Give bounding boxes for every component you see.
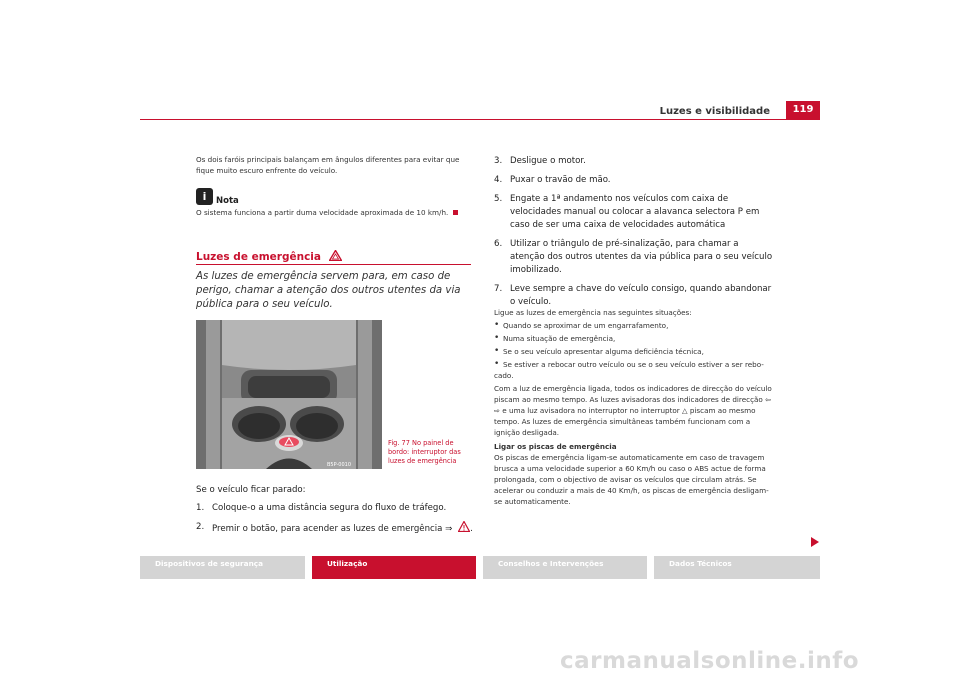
- footer-tab-utilizacao[interactable]: Utilização: [312, 556, 476, 579]
- step-item: 4. Puxar o travão de mão.: [494, 175, 611, 185]
- step-item: 5. Engate a 1ª andamento nos veículos com caixa de velocidades manual ou colocar a alavanca selectora P em caso de ser uma caixa de velocidades automática: [494, 194, 760, 230]
- step-item: 1. Coloque-o a uma distância segura do fluxo de tráfego.: [196, 503, 447, 513]
- bullet-continuation: cado.: [494, 371, 514, 380]
- figure-code: B5P-0010: [326, 462, 351, 468]
- situations-block: [494, 307, 776, 507]
- situations-intro: Ligue as luzes de emergência nas seguintes situações:: [494, 308, 692, 317]
- page-number: 119: [786, 101, 820, 119]
- step-item: 2. Premir o botão, para acender as luzes de emergência ⇒ .: [196, 522, 473, 534]
- footer-tab-dados[interactable]: Dados Técnicos: [654, 556, 820, 579]
- bullet-item: • Numa situação de emergência,: [494, 333, 776, 344]
- section-title: Luzes de emergência: [196, 250, 342, 263]
- paragraph-auto-hazard: Os piscas de emergência ligam-se automaticamente em caso de travagem brusca a uma velocidade superior a 60 Km/h ou caso o ABS actue de forma prolongada, com o objectivo de avisar os veículos que circulam atrás. Se acelerar ou conduzir a mais de 40 Km/h, os piscas de emergência desligam-se automaticamente.: [494, 453, 769, 506]
- header-rule: [140, 119, 820, 120]
- stop-intro: Se o veículo ficar parado:: [196, 485, 306, 495]
- warning-triangle-icon: [458, 521, 470, 532]
- step-item: 6. Utilizar o triângulo de pré-sinalização, para chamar a atenção dos outros utentes da via pública para o seu veículo imobilizado.: [494, 239, 773, 275]
- bullet-item: • Se o seu veículo apresentar alguma deficiência técnica,: [494, 346, 776, 357]
- hazard-triangle-icon: [329, 250, 342, 261]
- section-rule: [196, 264, 471, 265]
- subheading-auto-hazard: Ligar os piscas de emergência: [494, 442, 617, 451]
- paragraph-simultaneous: Com a luz de emergência ligada, todos os indicadores de direcção do veículo piscam ao mesmo tempo. As luzes avisadoras dos indicadores de direcção ⇦ ⇨ e uma luz avisadora no interruptor no interruptor △ piscam ao mesmo tempo. As luzes de emergência simultâneas também funcionam com a ignição desligada.: [494, 384, 772, 437]
- step-list-right: [494, 155, 774, 309]
- step-item: 3. Desligue o motor.: [494, 156, 586, 166]
- note-text: O sistema funciona a partir duma velocidade aproximada de 10 km/h.: [196, 207, 476, 218]
- running-header-title: Luzes e visibilidade: [659, 106, 770, 117]
- console-illustration: [196, 320, 382, 469]
- bullet-item: • Quando se aproximar de um engarrafamento,: [494, 320, 776, 331]
- watermark: carmanualsonline.info: [560, 648, 860, 674]
- next-page-arrow-icon[interactable]: [811, 537, 819, 547]
- step-list-left: [196, 502, 476, 536]
- figure-hazard-switch: [196, 320, 382, 469]
- section-intro: As luzes de emergência servem para, em caso de perigo, chamar a atenção dos outros utentes da via pública para o seu veículo.: [196, 271, 461, 310]
- step-item: 7. Leve sempre a chave do veículo consigo, quando abandonar o veículo.: [494, 284, 772, 307]
- figure-caption: Fig. 77 No painel de bordo: interruptor das luzes de emergência: [388, 439, 461, 465]
- footer-tab-conselhos[interactable]: Conselhos e Intervenções: [483, 556, 647, 579]
- bullet-item: • Se estiver a rebocar outro veículo ou se o seu veículo estiver a ser rebo-: [494, 359, 776, 370]
- paragraph-headlights: Os dois faróis principais balançam em ângulos diferentes para evitar que fique muito escuro enfrente do veículo.: [196, 155, 460, 175]
- end-square-icon: [453, 210, 458, 215]
- note-icon: i: [196, 188, 213, 205]
- footer-tab-dispositivos[interactable]: Dispositivos de segurança: [140, 556, 305, 579]
- note-title: Nota: [216, 196, 239, 206]
